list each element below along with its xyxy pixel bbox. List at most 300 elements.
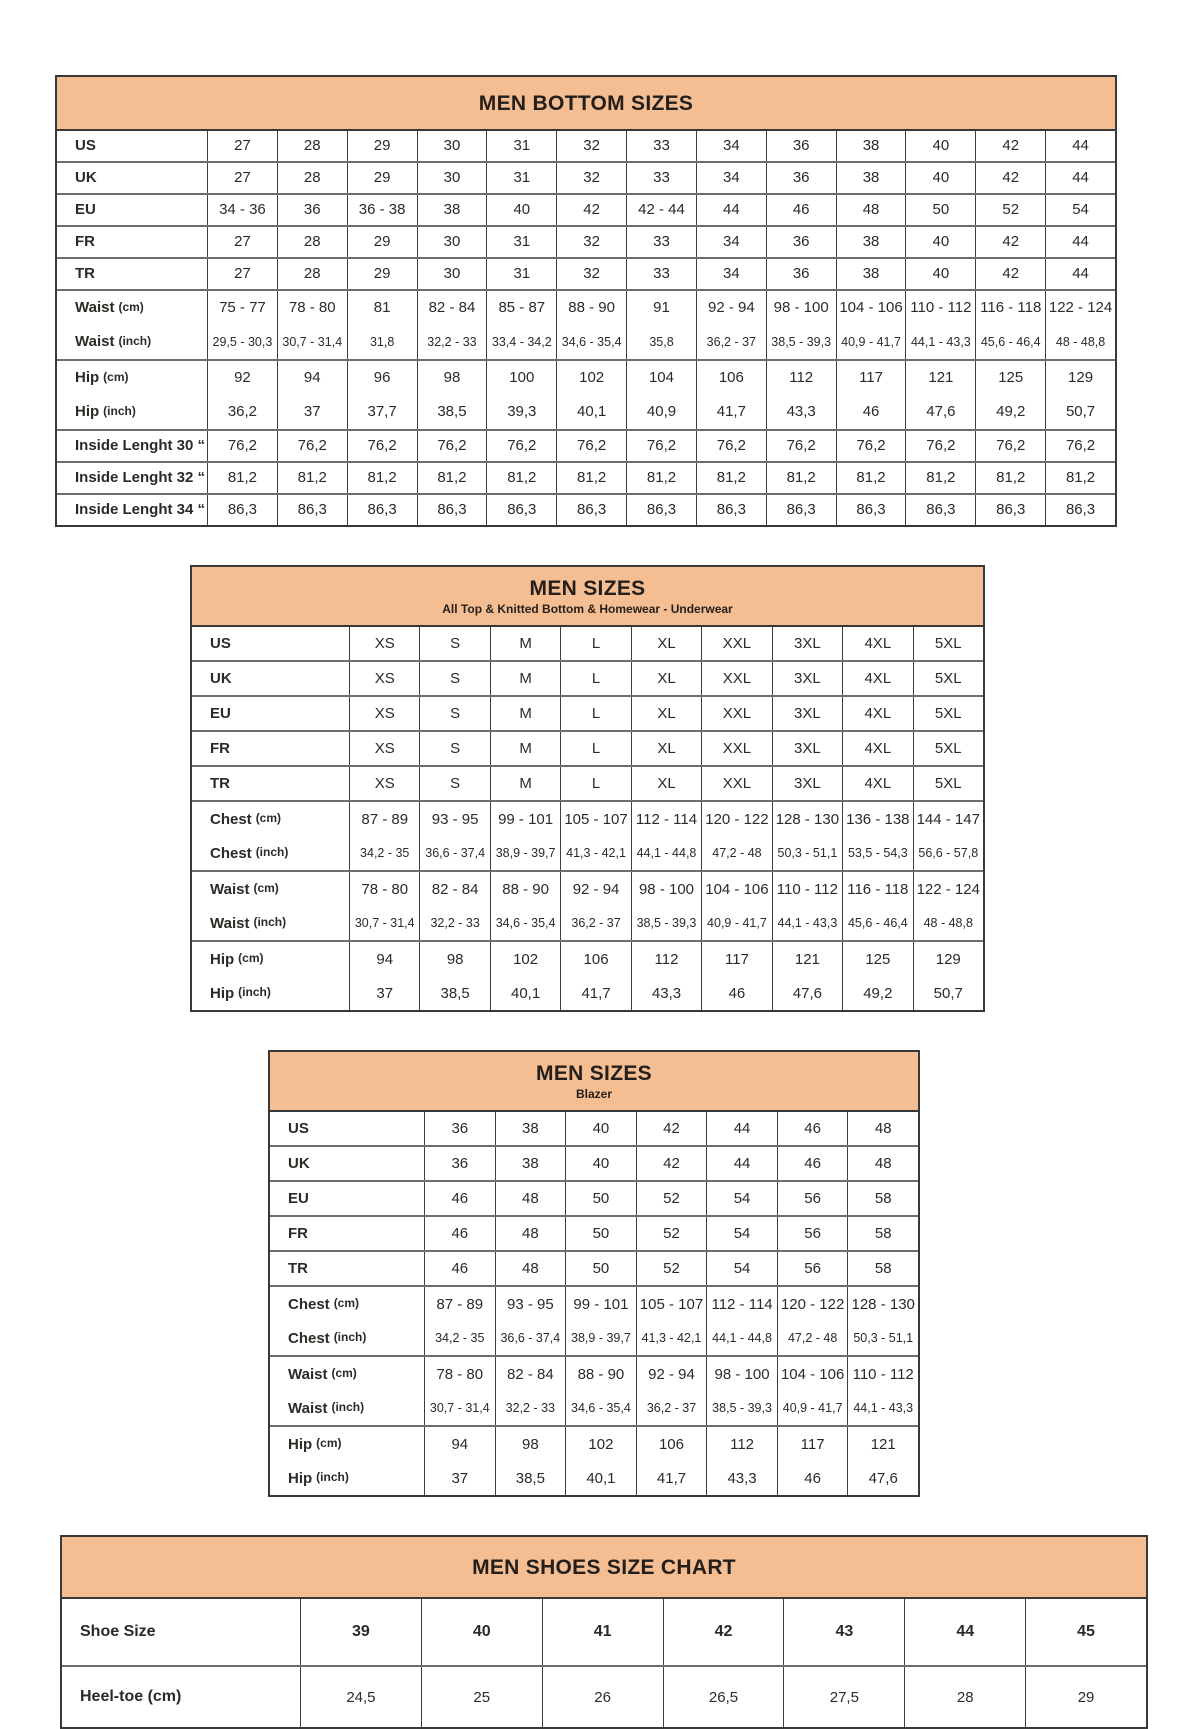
value-cell: 76,2 [766,431,836,461]
value-cell: 48 - 48,8 [1045,325,1115,359]
value-cell: 50 [565,1217,636,1250]
value-cell: 43,3 [631,976,701,1010]
value-cell: 128 - 130 [772,802,842,836]
value-cell: 46 [424,1252,495,1285]
value-cell: 44,1 - 43,3 [772,906,842,940]
row-label: Waist (cm) [75,299,144,317]
value-cell: 27 [207,131,277,161]
row-group [270,1250,918,1285]
table-row [57,259,1115,289]
value-cell: 29 [347,131,417,161]
value-cell: 112 [766,361,836,395]
value-cell: 36,6 - 37,4 [419,836,489,870]
value-cell: XXL [701,732,771,765]
value-cell: 50,3 - 51,1 [772,836,842,870]
table-row [192,662,983,695]
row-group [57,359,1115,429]
table-row [192,906,983,940]
value-cell: XXL [701,767,771,800]
value-cell: 32,2 - 33 [419,906,489,940]
table-row [62,1599,1146,1665]
value-cell: 54 [1045,195,1115,225]
value-cell: 117 [701,942,771,976]
value-cell: 86,3 [347,495,417,525]
table-row [270,1147,918,1180]
table-body [192,627,983,1010]
row-label: Inside Lenght 32 “ [75,469,206,487]
row-unit: (cm) [253,881,279,896]
value-cell: 27 [207,259,277,289]
value-cell: 93 - 95 [495,1287,566,1321]
row-label: Hip (inch) [288,1469,349,1487]
table-body [62,1599,1146,1727]
value-cell: 98 - 100 [631,872,701,906]
value-cell: 81,2 [905,463,975,493]
value-cell: 94 [424,1427,495,1461]
value-cell: 76,2 [207,431,277,461]
value-cell: 45 [1025,1599,1146,1665]
value-cell: 5XL [913,697,983,730]
value-cell: 58 [847,1182,918,1215]
value-cell: 82 - 84 [419,872,489,906]
row-group [57,131,1115,161]
row-label: UK [210,670,232,688]
value-cell: 48 [836,195,906,225]
value-cell: 32 [556,131,626,161]
value-cell: 86,3 [1045,495,1115,525]
row-group [192,870,983,940]
value-cell: 42 - 44 [626,195,696,225]
value-cell: 45,6 - 46,4 [975,325,1045,359]
value-cell: 56,6 - 57,8 [913,836,983,870]
row-unit: (inch) [103,404,136,419]
table-row [270,1112,918,1145]
value-cell: 40 [905,131,975,161]
value-cell: 36,6 - 37,4 [495,1321,566,1355]
row-label: FR [288,1225,308,1243]
table-row [270,1287,918,1321]
value-cell: 116 - 118 [975,291,1045,325]
value-cell: 94 [277,361,347,395]
table-row [192,872,983,906]
value-cell: 28 [277,259,347,289]
value-cell: 35,8 [626,325,696,359]
value-cell: S [419,697,489,730]
value-cell: 29 [347,163,417,193]
value-cell: L [560,627,630,660]
value-cell: 44 [706,1147,777,1180]
table-row [192,697,983,730]
value-cell: 41 [542,1599,663,1665]
value-cell: 48 [847,1147,918,1180]
value-cell: 48 [495,1217,566,1250]
row-label: TR [288,1260,308,1278]
value-cell: 76,2 [417,431,487,461]
row-label: Hip (cm) [288,1435,342,1453]
table-row [270,1427,918,1461]
value-cell: 30,7 - 31,4 [424,1391,495,1425]
value-cell: XL [631,767,701,800]
value-cell: 27 [207,227,277,257]
value-cell: 40 [905,259,975,289]
value-cell: 40,9 - 41,7 [777,1391,848,1425]
value-cell: 29 [1025,1667,1146,1727]
table-row [270,1217,918,1250]
value-cell: 36 [277,195,347,225]
value-cell: 42 [663,1599,784,1665]
value-cell: 86,3 [626,495,696,525]
value-cell: 46 [777,1112,848,1145]
value-cell: 86,3 [905,495,975,525]
value-cell: 4XL [842,662,912,695]
value-cell: 88 - 90 [565,1357,636,1391]
value-cell: 110 - 112 [772,872,842,906]
row-group [57,429,1115,461]
value-cell: 5XL [913,627,983,660]
value-cell: 76,2 [1045,431,1115,461]
value-cell: 33 [626,163,696,193]
row-label: Hip (cm) [75,369,129,387]
value-cell: 81,2 [556,463,626,493]
value-cell: 88 - 90 [490,872,560,906]
value-cell: 32 [556,227,626,257]
value-cell: 29 [347,259,417,289]
value-cell: 38 [495,1112,566,1145]
value-cell: L [560,697,630,730]
value-cell: 106 [560,942,630,976]
value-cell: 37 [277,395,347,429]
value-cell: 76,2 [486,431,556,461]
row-label: Inside Lenght 30 “ [75,437,206,455]
value-cell: 42 [636,1147,707,1180]
value-cell: 42 [636,1112,707,1145]
value-cell: 36 [766,227,836,257]
value-cell: 105 - 107 [560,802,630,836]
table-row [57,291,1115,325]
value-cell: 98 - 100 [766,291,836,325]
table-row [192,627,983,660]
value-cell: 96 [347,361,417,395]
row-group [57,161,1115,193]
row-unit: (inch) [253,915,287,930]
value-cell: 31 [486,163,556,193]
value-cell: 76,2 [905,431,975,461]
value-cell: 40 [905,163,975,193]
value-cell: 30 [417,227,487,257]
value-cell: 38 [417,195,487,225]
row-label: Waist (cm) [288,1365,357,1383]
value-cell: 86,3 [556,495,626,525]
value-cell: 76,2 [836,431,906,461]
value-cell: 112 - 114 [631,802,701,836]
value-cell: 92 - 94 [560,872,630,906]
value-cell: 34 [696,259,766,289]
value-cell: 76,2 [626,431,696,461]
value-cell: 5XL [913,732,983,765]
value-cell: 33 [626,227,696,257]
value-cell: 30 [417,259,487,289]
row-group [270,1180,918,1215]
value-cell: 122 - 124 [913,872,983,906]
row-label: FR [75,233,95,251]
table-title-band [57,77,1115,131]
table-row [270,1252,918,1285]
row-group [57,493,1115,525]
value-cell: 47,6 [905,395,975,429]
value-cell: 4XL [842,697,912,730]
table-title-band [62,1537,1146,1599]
table-row [270,1321,918,1355]
row-label: UK [75,169,97,187]
table-row [270,1182,918,1215]
value-cell: 31 [486,131,556,161]
value-cell: 38,9 - 39,7 [565,1321,636,1355]
value-cell: 37 [349,976,419,1010]
table-body [270,1112,918,1495]
row-label: Waist (inch) [288,1399,365,1417]
value-cell: 44,1 - 43,3 [905,325,975,359]
value-cell: 104 [626,361,696,395]
row-unit: (cm) [238,951,264,966]
table-title: MEN SIZES [529,577,646,601]
value-cell: 81,2 [1045,463,1115,493]
value-cell: 36 [424,1112,495,1145]
value-cell: 121 [905,361,975,395]
value-cell: 36 [766,163,836,193]
value-cell: 4XL [842,732,912,765]
men-shoes-size-chart-table [60,1535,1148,1729]
value-cell: 34 - 36 [207,195,277,225]
value-cell: 48 [495,1182,566,1215]
value-cell: 44 [706,1112,777,1145]
value-cell: 37 [424,1461,495,1495]
value-cell: 54 [706,1182,777,1215]
value-cell: 3XL [772,767,842,800]
value-cell: 47,6 [847,1461,918,1495]
value-cell: 99 - 101 [565,1287,636,1321]
value-cell: 53,5 - 54,3 [842,836,912,870]
value-cell: 92 - 94 [636,1357,707,1391]
value-cell: 50 [565,1182,636,1215]
value-cell: 39,3 [486,395,556,429]
value-cell: 56 [777,1182,848,1215]
value-cell: 34,2 - 35 [349,836,419,870]
men-sizes-top-table [190,565,985,1012]
value-cell: 81,2 [486,463,556,493]
value-cell: 98 [417,361,487,395]
value-cell: M [490,767,560,800]
value-cell: 121 [847,1427,918,1461]
value-cell: 52 [636,1182,707,1215]
row-label: FR [210,740,230,758]
value-cell: 52 [636,1252,707,1285]
value-cell: 42 [975,259,1045,289]
value-cell: 112 [706,1427,777,1461]
row-label: Chest (inch) [210,844,289,862]
value-cell: 86,3 [417,495,487,525]
table-title: MEN SHOES SIZE CHART [472,1556,736,1580]
value-cell: 120 - 122 [777,1287,848,1321]
table-row [57,163,1115,193]
value-cell: 50 [565,1252,636,1285]
value-cell: 86,3 [766,495,836,525]
row-label: EU [75,201,96,219]
value-cell: 86,3 [696,495,766,525]
value-cell: L [560,732,630,765]
value-cell: 48 [495,1252,566,1285]
value-cell: 44 [696,195,766,225]
value-cell: 24,5 [300,1667,421,1727]
value-cell: 44 [1045,227,1115,257]
row-group [192,765,983,800]
table-row [192,836,983,870]
value-cell: XS [349,662,419,695]
table-body [57,131,1115,525]
value-cell: 46 [777,1147,848,1180]
value-cell: 76,2 [975,431,1045,461]
value-cell: 40,1 [490,976,560,1010]
value-cell: XXL [701,662,771,695]
value-cell: 44,1 - 44,8 [631,836,701,870]
value-cell: 78 - 80 [424,1357,495,1391]
value-cell: 43 [783,1599,904,1665]
value-cell: 46 [424,1182,495,1215]
row-label: Hip (inch) [75,403,136,421]
row-label: Hip (inch) [210,984,271,1002]
value-cell: 30 [417,131,487,161]
table-row [57,131,1115,161]
row-group [270,1112,918,1145]
row-group [57,225,1115,257]
value-cell: 36,2 [207,395,277,429]
row-group [62,1665,1146,1727]
row-group [192,800,983,870]
row-group [57,461,1115,493]
value-cell: 48 [847,1112,918,1145]
value-cell: 32,2 - 33 [495,1391,566,1425]
value-cell: 41,7 [696,395,766,429]
value-cell: 100 [486,361,556,395]
value-cell: 104 - 106 [777,1357,848,1391]
row-label: Chest (inch) [288,1329,367,1347]
value-cell: XS [349,767,419,800]
row-unit: (cm) [118,300,144,315]
value-cell: 34,6 - 35,4 [565,1391,636,1425]
value-cell: 29 [347,227,417,257]
table-row [192,732,983,765]
row-label: EU [288,1190,309,1208]
value-cell: 46 [766,195,836,225]
value-cell: 110 - 112 [847,1357,918,1391]
row-unit: (inch) [316,1470,349,1485]
value-cell: 38 [836,227,906,257]
value-cell: XL [631,662,701,695]
row-unit: (cm) [103,370,129,385]
value-cell: 81,2 [766,463,836,493]
value-cell: 36,2 - 37 [560,906,630,940]
value-cell: 40 [905,227,975,257]
value-cell: 5XL [913,767,983,800]
value-cell: 28 [277,227,347,257]
value-cell: 34,6 - 35,4 [490,906,560,940]
value-cell: 40,9 - 41,7 [836,325,906,359]
value-cell: 47,2 - 48 [701,836,771,870]
value-cell: 58 [847,1252,918,1285]
value-cell: 31,8 [347,325,417,359]
table-subtitle: All Top & Knitted Bottom & Homewear - Underwear [442,602,733,617]
value-cell: 102 [556,361,626,395]
value-cell: 117 [777,1427,848,1461]
value-cell: L [560,662,630,695]
value-cell: 40 [421,1599,542,1665]
row-unit: (cm) [316,1436,342,1451]
value-cell: 38,5 - 39,3 [706,1391,777,1425]
value-cell: 81,2 [207,463,277,493]
value-cell: 116 - 118 [842,872,912,906]
table-row [192,802,983,836]
value-cell: 129 [913,942,983,976]
value-cell: 125 [975,361,1045,395]
value-cell: 28 [277,131,347,161]
row-label: Waist (inch) [210,914,287,932]
value-cell: 49,2 [975,395,1045,429]
value-cell: 36 [424,1147,495,1180]
row-label: TR [75,265,95,283]
row-label: Waist (inch) [75,333,152,351]
value-cell: 86,3 [975,495,1045,525]
row-label: Chest (cm) [288,1295,360,1313]
value-cell: XS [349,732,419,765]
value-cell: 122 - 124 [1045,291,1115,325]
value-cell: 86,3 [486,495,556,525]
value-cell: 78 - 80 [349,872,419,906]
value-cell: 52 [636,1217,707,1250]
value-cell: 106 [696,361,766,395]
value-cell: 38 [836,163,906,193]
table-row [57,431,1115,461]
value-cell: 3XL [772,697,842,730]
value-cell: 4XL [842,627,912,660]
row-group [270,1145,918,1180]
value-cell: 81,2 [836,463,906,493]
value-cell: XL [631,627,701,660]
table-row [57,395,1115,429]
value-cell: 86,3 [207,495,277,525]
value-cell: XXL [701,627,771,660]
row-label: Hip (cm) [210,950,264,968]
value-cell: 41,7 [560,976,630,1010]
row-label: EU [210,705,231,723]
value-cell: 76,2 [696,431,766,461]
row-group [192,660,983,695]
value-cell: 30,7 - 31,4 [349,906,419,940]
value-cell: 32 [556,259,626,289]
value-cell: 28 [277,163,347,193]
value-cell: 38 [495,1147,566,1180]
value-cell: S [419,732,489,765]
value-cell: 46 [836,395,906,429]
row-unit: (inch) [238,985,271,1000]
value-cell: 44 [1045,131,1115,161]
value-cell: 44 [1045,259,1115,289]
value-cell: 50,7 [1045,395,1115,429]
table-row [57,195,1115,225]
table-row [270,1391,918,1425]
value-cell: 41,7 [636,1461,707,1495]
value-cell: 38,9 - 39,7 [490,836,560,870]
value-cell: 78 - 80 [277,291,347,325]
row-label: US [288,1120,309,1138]
